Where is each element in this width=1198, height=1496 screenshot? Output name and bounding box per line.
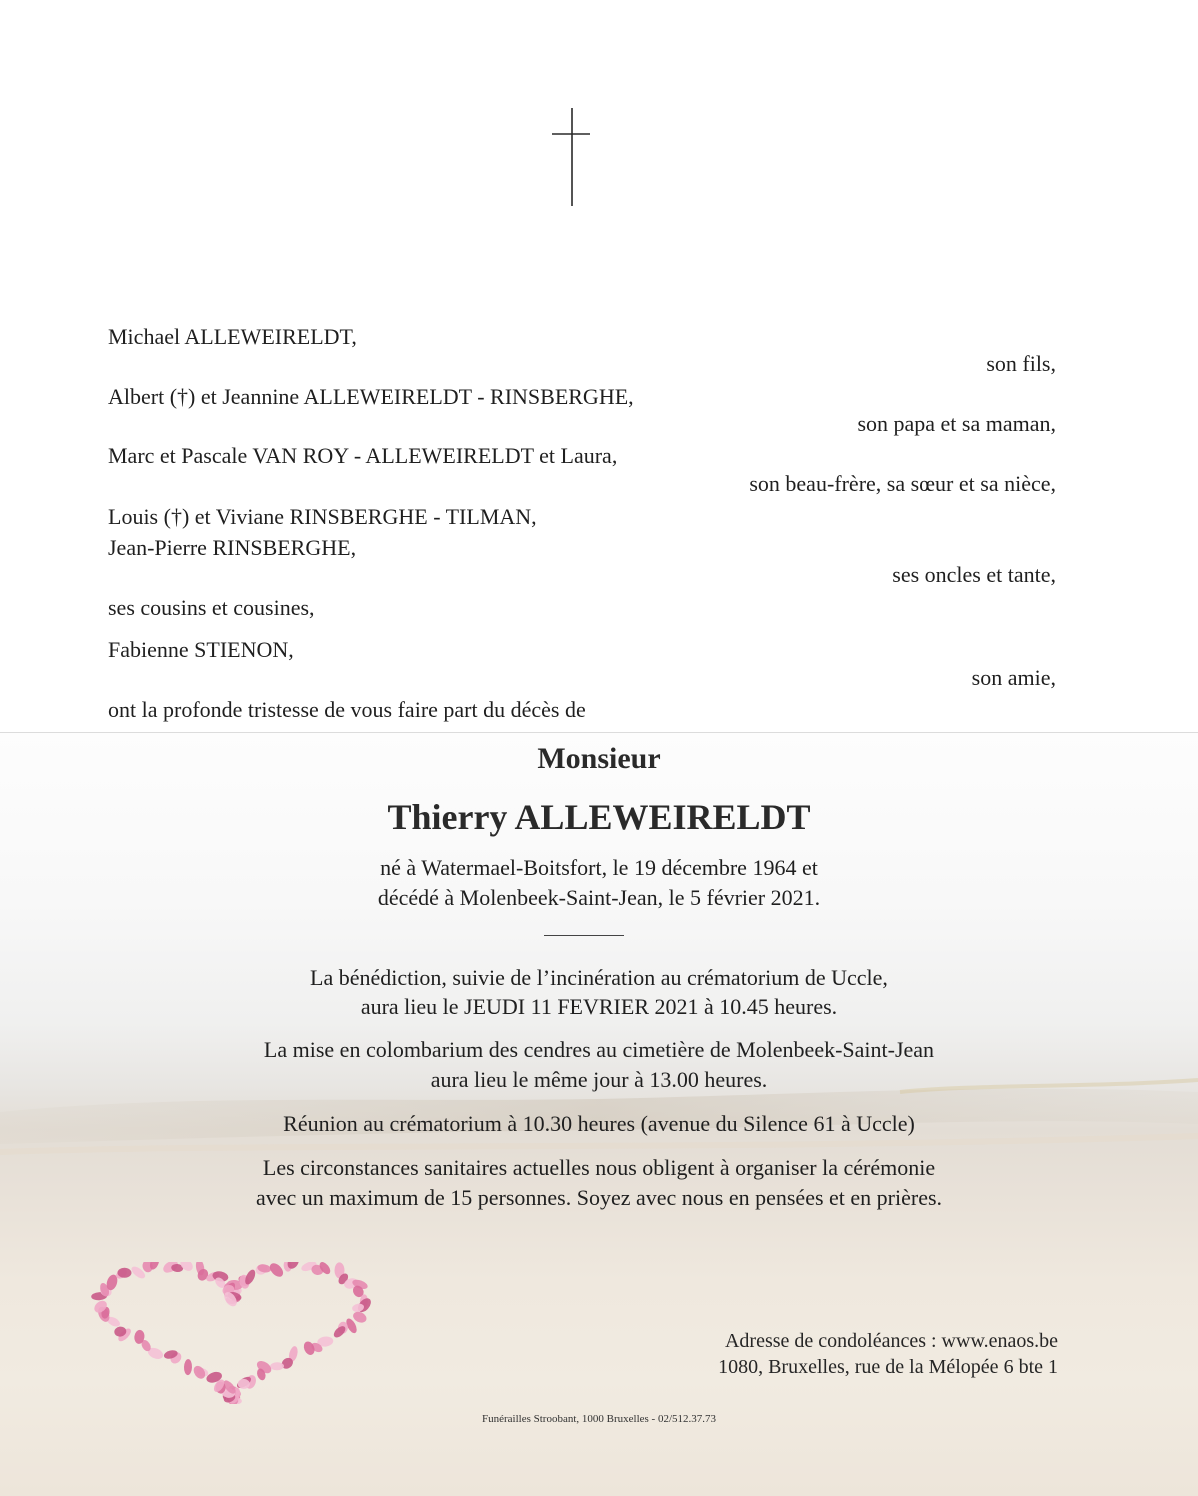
family-relation: son beau-frère, sa sœur et sa nièce,	[749, 471, 1056, 496]
separator	[544, 935, 624, 936]
condolence-address: Adresse de condoléances : www.enaos.be	[724, 1330, 1058, 1352]
family-member: Michael ALLEWEIRELDT,	[108, 324, 357, 349]
blessing-line: La bénédiction, suivie de l’incinération au crématorium de Uccle,	[310, 965, 888, 990]
family-member: Jean-Pierre RINSBERGHE,	[108, 535, 357, 560]
funeral-home-footer: Funérailles Stroobant, 1000 Bruxelles - 02/512.37.73	[481, 1413, 717, 1425]
latin-cross-icon	[548, 108, 592, 206]
family-relation: ses oncles et tante,	[892, 562, 1056, 587]
honorific: Monsieur	[537, 742, 661, 775]
family-member: Fabienne STIENON,	[108, 637, 294, 662]
blessing-date-line: aura lieu le JEUDI 11 FEVRIER 2021 à 10.45 heures.	[360, 994, 838, 1019]
columbarium-time-line: aura lieu le même jour à 13.00 heures.	[430, 1067, 768, 1092]
flower-petal	[184, 1359, 193, 1375]
family-relation: son papa et sa maman,	[857, 411, 1056, 436]
notice-line-2: avec un maximum de 15 personnes. Soyez avec nous en pensées et en prières.	[255, 1185, 943, 1210]
flower-heart-icon	[82, 1262, 382, 1404]
announcement-line: ont la profonde tristesse de vous faire part du décès de	[108, 697, 586, 722]
columbarium-line: La mise en colombarium des cendres au cimetière de Molenbeek-Saint-Jean	[263, 1037, 935, 1062]
family-member: Albert (†) et Jeannine ALLEWEIRELDT - RINSBERGHE,	[108, 384, 634, 409]
family-member: Louis (†) et Viviane RINSBERGHE - TILMAN,	[108, 504, 537, 529]
family-relation: son amie,	[971, 665, 1056, 690]
condolence-street: 1080, Bruxelles, rue de la Mélopée 6 bte 1	[718, 1356, 1058, 1378]
family-member: ses cousins et cousines,	[108, 595, 315, 620]
notice-line: Les circonstances sanitaires actuelles nous obligent à organiser la cérémonie	[262, 1155, 936, 1180]
death-line: décédé à Molenbeek-Saint-Jean, le 5 février 2021.	[377, 885, 821, 910]
family-relation: son fils,	[986, 351, 1056, 376]
fold-divider	[0, 732, 1198, 733]
deceased-name: Thierry ALLEWEIRELDT	[387, 797, 811, 837]
birth-line: né à Watermael-Boitsfort, le 19 décembre 1964 et	[380, 855, 818, 880]
meeting-line: Réunion au crématorium à 10.30 heures (avenue du Silence 61 à Uccle)	[283, 1111, 915, 1136]
flower-petal	[302, 1340, 317, 1357]
family-member: Marc et Pascale VAN ROY - ALLEWEIRELDT et Laura,	[108, 443, 618, 468]
